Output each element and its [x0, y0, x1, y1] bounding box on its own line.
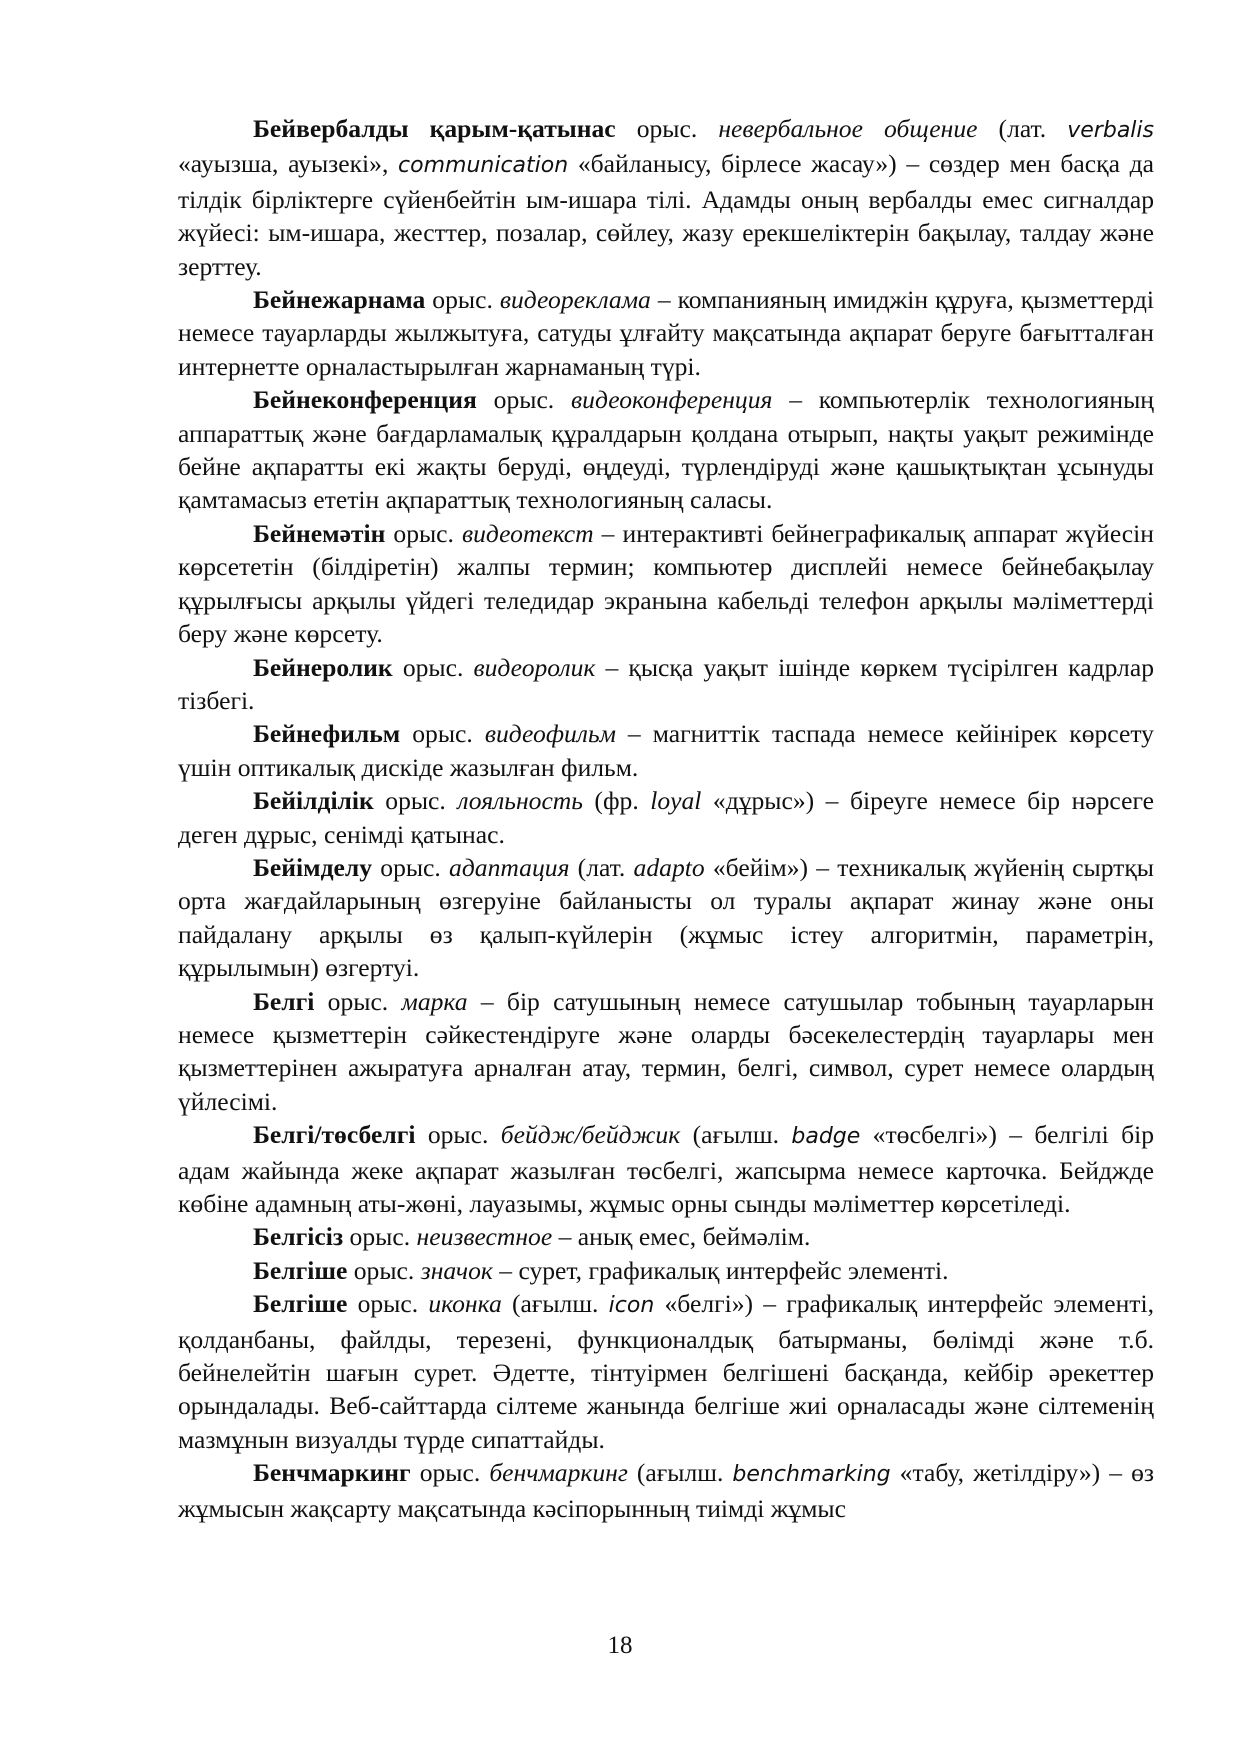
- entry-term: Бейвербалды қарым-қатынас: [253, 114, 616, 143]
- entry-foreign-word: icon: [608, 1293, 655, 1319]
- entry-definition: – анық емес, беймәлім.: [552, 1222, 811, 1252]
- entry-definition: «байланысу, бірлесе жасау») – сөздер мен басқа да тілдік бірліктерге сүйенбейтін ым-ишара тілі. Адамды оның вербалды емес сигналдар жүйесі: ым-ишара, жесттер, позалар, сөйлеу, жазу ерекшеліктерін бақылау, талдау және зерттеу.: [178, 149, 1154, 281]
- entry-lang: орыс.: [385, 786, 446, 816]
- entry-russian-term: видеореклама: [499, 285, 651, 315]
- entry-lang: орыс.: [419, 1458, 481, 1488]
- entry-russian-term: иконка: [428, 1289, 502, 1319]
- entry-definition: – компьютерлік технологияның аппараттық және бағдарламалық құралдарын қолдана отырып, нақты уақыт режимінде бейне ақпаратты екі жақты беруді, өңдеуді, түрлендіруді және қашықтықтан ұсынуды қамтамасыз ететін ақпараттық технологияның саласы.: [178, 385, 1154, 515]
- glossary-entry: Бейімделу орыс. адаптация (лат. adapto «бейім») – техникалық жүйенің сыртқы орта жағдайларының өзгеруіне байланысты ол туралы ақпарат жинау және оны пайдалану арқылы өз қалып-күйлерін (жұмыс істеу алгоритмін, параметрін, құрылымын) өзгертуі.: [178, 852, 1154, 983]
- entry-lang: орыс.: [380, 852, 441, 882]
- glossary-entry: Бейвербалды қарым-қатынас орыс. невербальное общение (лат. verbalis «ауызша, ауызекі», communication «байланысу, бірлесе жасау») – сөздер мен басқа да тілдік бірліктерге сүйенбейтін ым-ишара тілі. Адамды оның вербалды емес сигналдар жүйесі: ым-ишара, жесттер, позалар, сөйлеу, жазу ерекшеліктерін бақылау, талдау және зерттеу.: [178, 114, 1154, 281]
- entry-definition: «төсбелгі») – белгілі бір адам жайында жеке ақпарат жазылған төсбелгі, жапсырма немесе карточка. Бейджде көбіне адамның аты-жөні, лауазымы, жұмыс орны сынды мәліметтер көрсетіледі.: [178, 1120, 1154, 1218]
- entry-term: Бейілділік: [253, 786, 374, 816]
- entry-russian-term: бенчмаркинг: [489, 1458, 628, 1488]
- entry-lang: орыс.: [427, 1120, 489, 1150]
- entry-definition: – интерактивті бейнеграфикалық аппарат жүйесін көрсететін (білдіретін) жалпы термин; компьютер дисплейі немесе бейнебақылау құрылғысы арқылы үйдегі теледидар экранына кабельді телефон арқылы мәліметтерді беру және көрсету.: [178, 518, 1154, 649]
- entry-foreign-word: communication: [398, 153, 569, 179]
- glossary-entry: Белгіше орыс. иконка (ағылш. icon «белгі») – графикалық интерфейс элементі, қолданбаны, файлды, терезені, функционалдық батырманы, бөлімді және т.б. бейнелейтін шағын сурет. Әдетте, тінтуірмен белгішені басқанда, кейбір әрекеттер орындалады. Веб-сайттарда сілтеме жанында белгіше жиі орналасады және сілтеменің мазмұнын визуалды түрде сипаттайды.: [178, 1289, 1154, 1454]
- entry-lang: орыс.: [349, 1222, 411, 1252]
- entry-lang: орыс.: [636, 114, 698, 143]
- entry-term: Белгіше: [253, 1255, 348, 1285]
- entry-definition: – бір сатушының немесе сатушылар тобының тауарларын немесе қызметтерін сәйкестендіруге және оларды бәсекелестердің тауарлары мен қызметтерінен ажыратуға арналған атау, термин, белгі, символ, сурет немесе олардың үйлесімі.: [178, 986, 1154, 1116]
- entry-lang: орыс.: [327, 986, 389, 1016]
- entry-russian-term: бейдж/бейджик: [500, 1120, 681, 1150]
- glossary-entry: [178, 985, 1154, 1119]
- entry-foreign-word: adapto: [633, 852, 705, 882]
- entry-russian-term: невербальное общение: [718, 114, 978, 143]
- entry-lang: орыс.: [357, 1289, 419, 1319]
- entry-russian-term: адаптация: [449, 852, 570, 882]
- entry-lang: орыс.: [412, 719, 473, 749]
- entry-definition: «белгі») – графикалық интерфейс элементі, қолданбаны, файлды, терезені, функционалдық батырманы, бөлімді және т.б. бейнелейтін шағын сурет. Әдетте, тінтуірмен белгішені басқанда, кейбір әрекеттер орындалады. Веб-сайттарда сілтеме жанында белгіше жиі орналасады және сілтеменің мазмұнын визуалды түрде сипаттайды.: [178, 1289, 1154, 1454]
- entry-definition: – компанияның имиджін құруға, қызметтерді немесе тауарларды жылжытуға, сатуды ұлғайту мақсатында ақпарат беруге бағытталған интернетте орналастырылған жарнаманың түрі.: [178, 285, 1155, 381]
- entry-foreign-word: badge: [791, 1124, 861, 1150]
- entry-lang: орыс.: [432, 285, 493, 315]
- page-number: 18: [607, 1632, 633, 1659]
- entry-term: Бейнеконференция: [253, 385, 477, 415]
- entry-russian-term: лояльность: [457, 786, 583, 816]
- glossary-entry: [178, 651, 1154, 718]
- entry-foreign-word: benchmarking: [732, 1462, 891, 1488]
- entry-lang: орыс.: [393, 518, 454, 548]
- entry-lang: орыс.: [493, 385, 555, 415]
- entry-definition: – магниттік таспада немесе кейінірек көрсету үшін оптикалық дискіде жазылған фильм.: [178, 719, 1154, 782]
- entry-term: Бейнежарнама: [253, 285, 426, 315]
- glossary-entry: [178, 383, 1154, 517]
- glossary-entry: [178, 1220, 1154, 1253]
- entry-russian-term: значок: [420, 1255, 493, 1285]
- entry-definition: «табу, жетілдіру») – өз жұмысын жақсарту мақсатында кәсіпорынның тиімді жұмыс: [178, 1458, 1154, 1523]
- entry-term: Белгіше: [253, 1289, 348, 1319]
- entry-term: Бейнемәтін: [253, 518, 386, 548]
- glossary-entry: Белгі/төсбелгі орыс. бейдж/бейджик (ағылш. badge «төсбелгі») – белгілі бір адам жайында жеке ақпарат жазылған төсбелгі, жапсырма немесе карточка. Бейджде көбіне адамның аты-жөні, лауазымы, жұмыс орны сынды мәліметтер көрсетіледі.: [178, 1120, 1154, 1218]
- entry-term: Бенчмаркинг: [253, 1458, 411, 1488]
- entry-term: Белгісіз: [253, 1222, 344, 1252]
- document-body: [178, 112, 1154, 1525]
- entry-russian-term: видеотекст: [461, 518, 594, 548]
- glossary-entry: Бейілділік орыс. лояльность (фр. loyal «дұрыс») – біреуге немесе бір нәрсеге деген дұрыс, сенімді қатынас.: [178, 786, 1154, 849]
- glossary-entry: [178, 1254, 1154, 1287]
- entry-foreign-word: verbalis: [1067, 118, 1154, 143]
- glossary-entry: [178, 283, 1154, 383]
- entry-lang: орыс.: [402, 652, 464, 682]
- entry-definition: «бейім») – техникалық жүйенің сыртқы орта жағдайларының өзгеруіне байланысты ол туралы ақпарат жинау және оны пайдалану арқылы өз қалып-күйлерін (жұмыс істеу алгоритмін, параметрін, құрылымын) өзгертуі.: [178, 852, 1154, 983]
- glossary-entry: Бенчмаркинг орыс. бенчмаркинг (ағылш. benchmarking «табу, жетілдіру») – өз жұмысын жақсарту мақсатында кәсіпорынның тиімді жұмыс: [178, 1458, 1154, 1523]
- glossary-entry: [178, 517, 1154, 651]
- entry-lang: орыс.: [353, 1255, 415, 1285]
- entry-russian-term: видеофильм: [484, 719, 616, 749]
- entry-definition: «дұрыс») – біреуге немесе бір нәрсеге деген дұрыс, сенімді қатынас.: [178, 786, 1154, 849]
- entry-russian-term: видеоролик: [473, 652, 596, 682]
- entry-definition: – қысқа уақыт ішінде көркем түсірілген кадрлар тізбегі.: [178, 652, 1154, 715]
- entry-russian-term: марка: [401, 986, 468, 1016]
- entry-term: Белгі: [253, 986, 315, 1016]
- entry-term: Бейнеролик: [253, 652, 393, 682]
- entry-russian-term: неизвестное: [416, 1222, 553, 1252]
- entry-term: Бейнефильм: [253, 719, 401, 749]
- entry-foreign-word: loyal: [650, 786, 702, 816]
- entry-term: Бейімделу: [253, 852, 373, 882]
- entry-term: Белгі/төсбелгі: [253, 1120, 416, 1150]
- entry-definition: – сурет, графикалық интерфейс элементі.: [492, 1255, 949, 1285]
- glossary-entry: [178, 717, 1154, 784]
- entry-russian-term: видеоконференция: [571, 385, 773, 415]
